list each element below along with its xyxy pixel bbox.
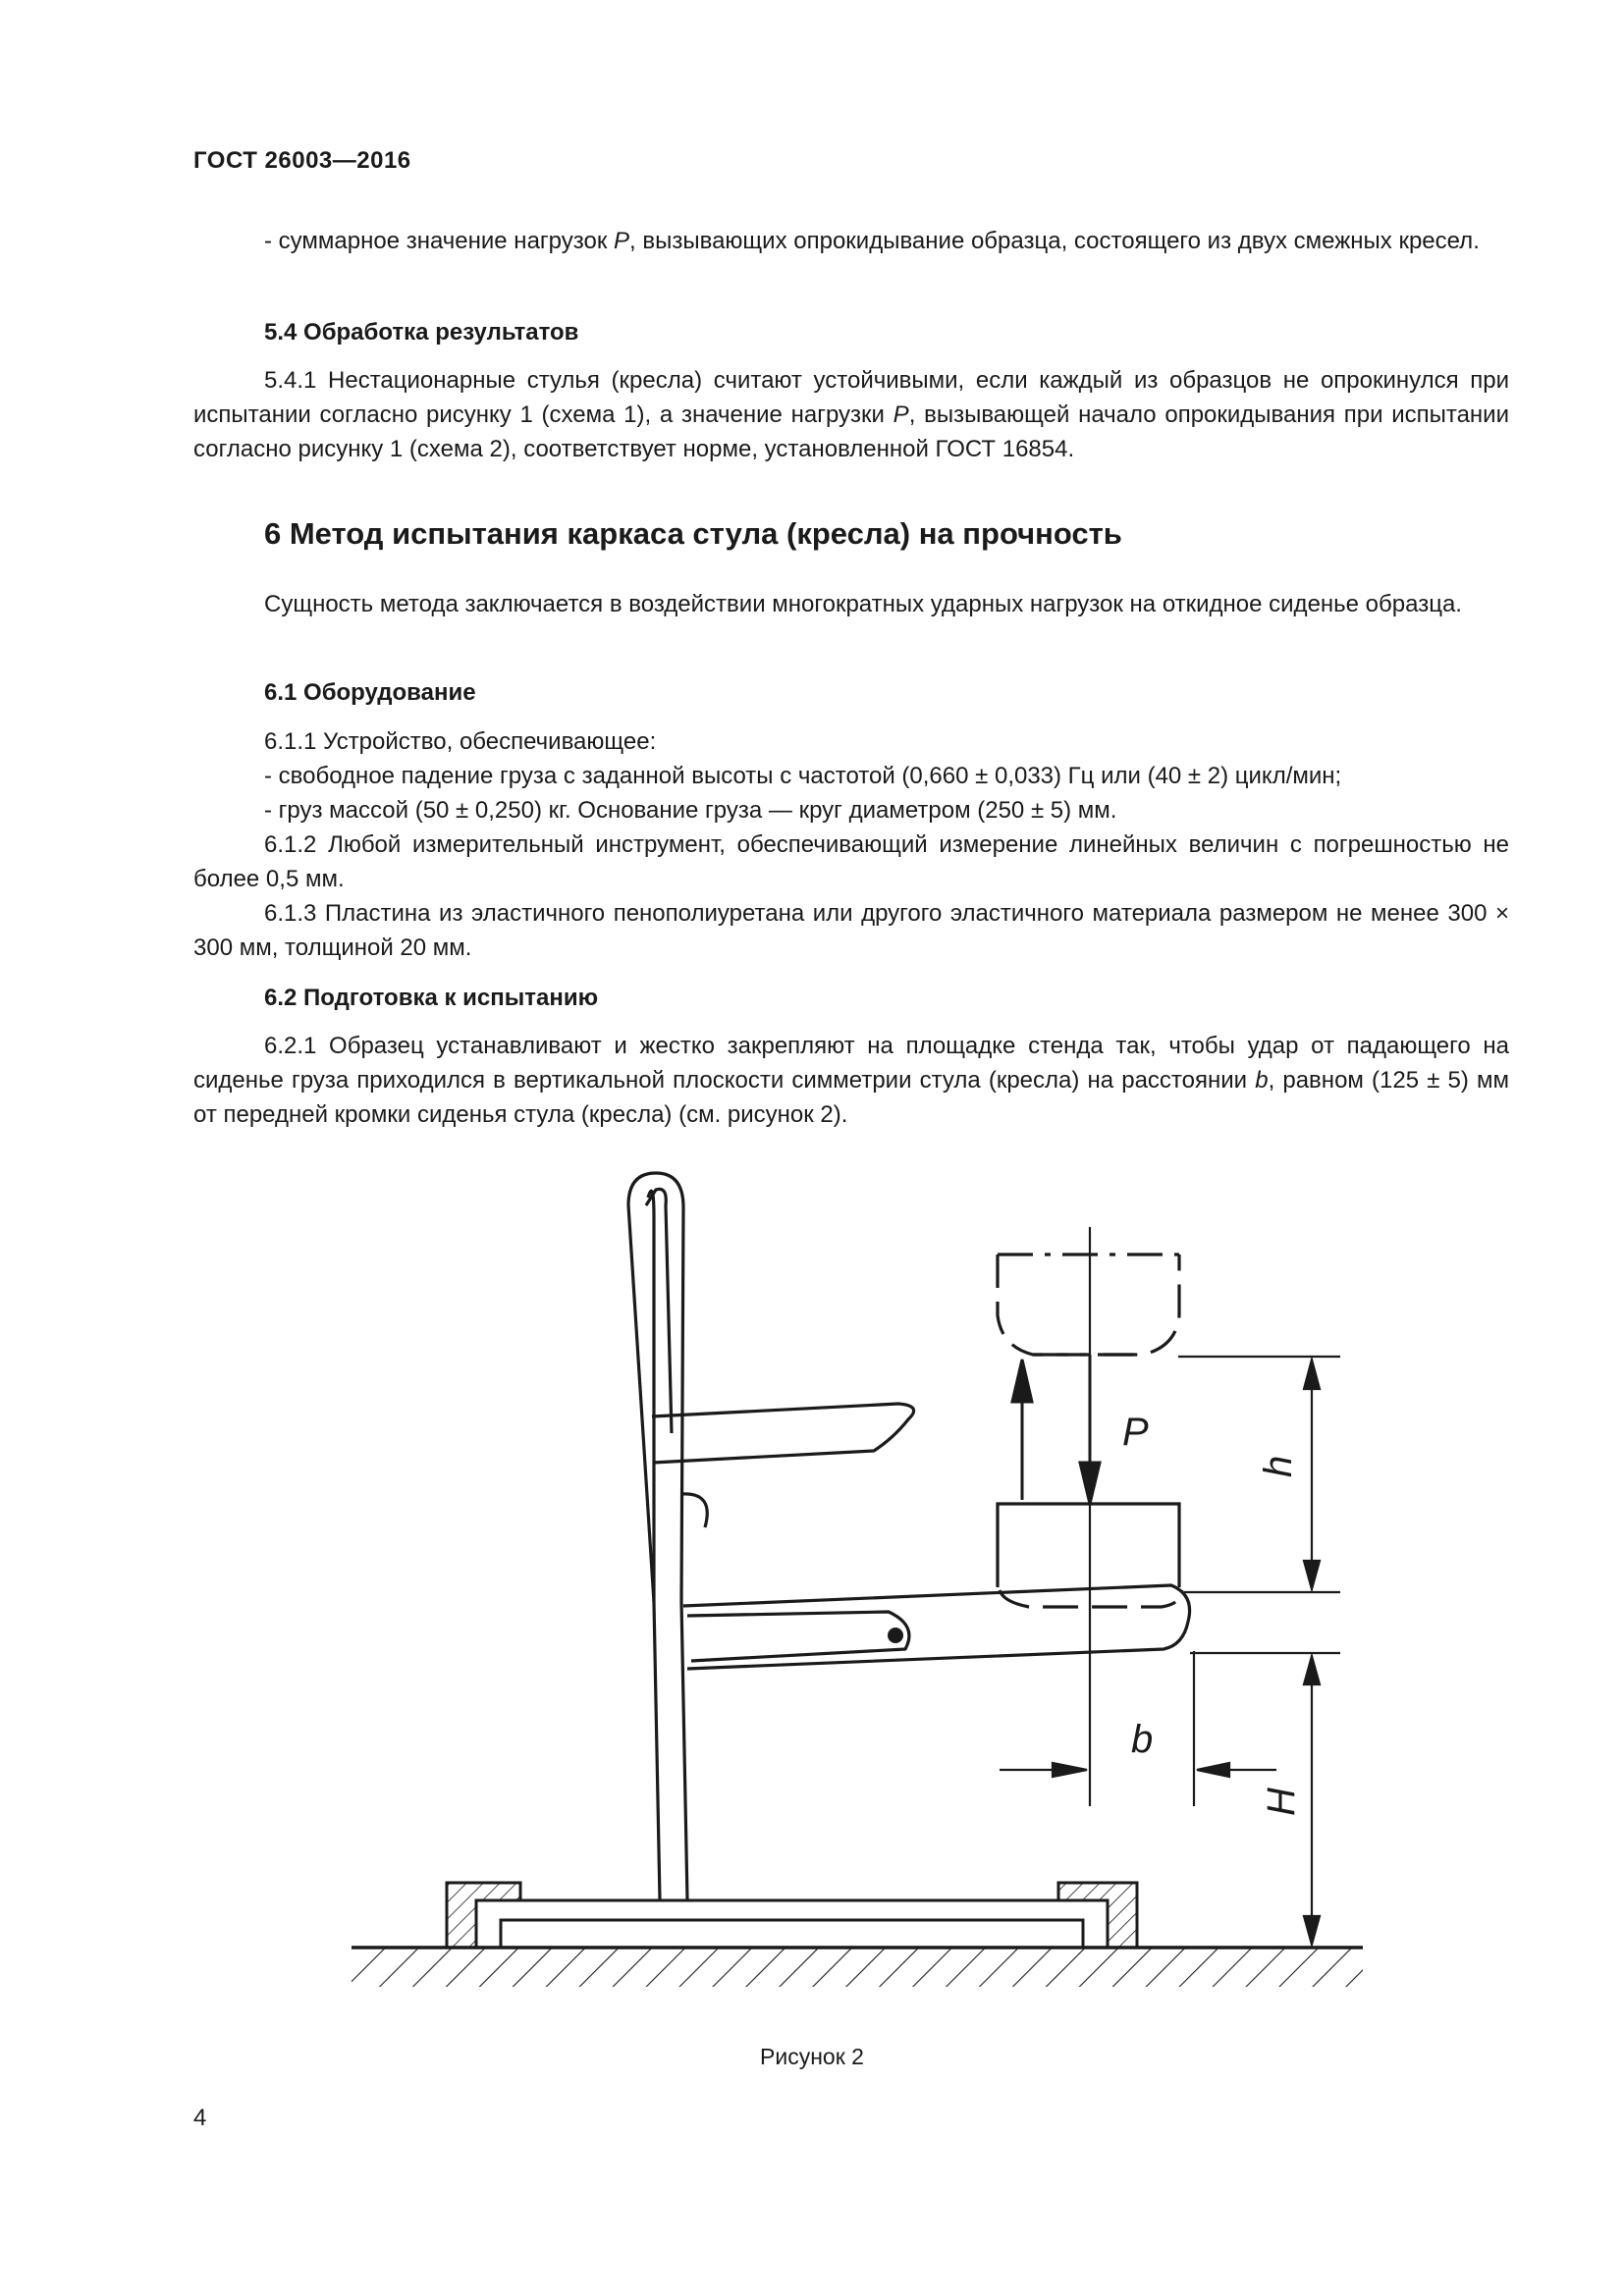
line-6-1-1-a: - свободное падение груза с заданной высоты с частотой (0,660 ± 0,033) Гц или (40 ± 2) цикл/мин; — [264, 763, 1342, 789]
section-6-1-heading: 6.1 Оборудование — [264, 679, 476, 706]
page-number: 4 — [193, 2105, 207, 2131]
line-6-1-1-b: - груз массой (50 ± 0,250) кг. Основание груза — круг диаметром (250 ± 5) мм. — [264, 797, 1117, 824]
p621-text-a: 6.2.1 Образец устанавливают и жестко закрепляют на площадке стенда так, чтобы удар от падающего на сиденье груза приходился в вертикальной плоскости симметрии стула (кресла) на расстоянии — [193, 1033, 1509, 1094]
line-6-1-2: 6.1.2 Любой измерительный инструмент, обеспечивающий измерение линейных величин с погрешностью не более 0,5 мм. — [193, 831, 1509, 892]
p621-var-b: b — [1255, 1067, 1269, 1094]
base-clamps — [447, 1883, 1137, 1948]
falling-weight — [998, 1504, 1179, 1587]
figure-caption: Рисунок 2 — [760, 2044, 864, 2069]
ground-hatch — [352, 1948, 1363, 1987]
intro-var-p: P — [614, 228, 630, 254]
label-distance-b: b — [1131, 1718, 1154, 1761]
intro-paragraph — [193, 224, 1509, 258]
label-load-p: P — [1122, 1411, 1149, 1454]
dimension-lines — [1000, 1357, 1340, 1945]
p541-text-b: , вызывающей начало опрокидывания при испытании согласно рисунку 1 (схема 2), соответствует норме, установленной ГОСТ 16854. — [193, 401, 1509, 462]
label-seat-height-h: H — [1260, 1788, 1303, 1816]
section-6-1-body — [193, 724, 1509, 965]
section-6-2-heading: 6.2 Подготовка к испытанию — [264, 985, 599, 1011]
seat-pivot — [888, 1628, 903, 1643]
arrows — [1012, 1355, 1100, 1504]
intro-text-before: - суммарное значение нагрузок — [264, 228, 614, 254]
p541-text-a: 5.4.1 Нестационарные стулья (кресла) считают устойчивыми, если каждый из образцов не опрокинулся при испытании согласно рисунку 1 (схема 1), а значение нагрузки — [193, 367, 1509, 428]
p541-var-p: P — [893, 401, 909, 428]
section-5-4-heading: 5.4 Обработка результатов — [264, 319, 579, 346]
label-height-h: h — [1257, 1455, 1300, 1477]
intro-text-after: , вызывающих опрокидывание образца, состоящего из двух смежных кресел. — [629, 228, 1480, 254]
figure-2-diagram — [0, 1129, 1624, 2012]
test-platform — [476, 1900, 1108, 1948]
document-code: ГОСТ 26003—2016 — [193, 147, 411, 174]
section-6-heading: 6 Метод испытания каркаса стула (кресла) на прочность — [264, 516, 1122, 551]
p621-text-b: , равном (125 ± 5) мм от передней кромки сиденья стула (кресла) (см. рисунок 2). — [193, 1067, 1509, 1128]
line-6-1-3: 6.1.3 Пластина из эластичного пенополиуретана или другого эластичного материала размером не менее 300 × 300 мм, толщиной 20 мм. — [193, 900, 1509, 961]
line-6-1-1: 6.1.1 Устройство, обеспечивающее: — [264, 728, 657, 755]
paragraph-5-4-1 — [193, 363, 1509, 466]
chair-frame — [628, 1173, 1190, 1899]
paragraph-6-2-1 — [193, 1029, 1509, 1132]
section-6-intro: Сущность метода заключается в воздействии многократных ударных нагрузок на откидное сиденье образца. — [264, 591, 1462, 617]
